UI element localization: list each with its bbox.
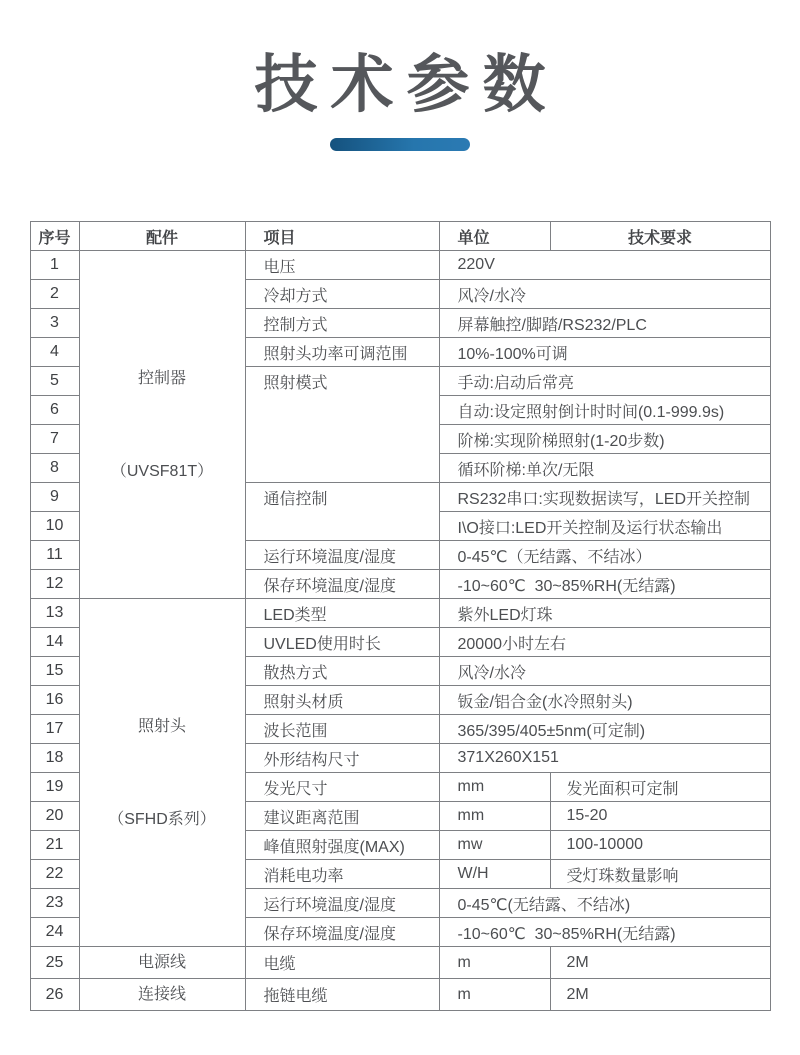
row-number-cell: 1: [30, 251, 79, 280]
table-row: [30, 947, 770, 979]
row-number-cell: 10: [30, 512, 79, 541]
requirement-cell: 10%-100%可调: [439, 338, 770, 367]
row-number-cell: 16: [30, 686, 79, 715]
header-unit: 单位: [439, 222, 550, 251]
header-part: 配件: [79, 222, 245, 251]
header-no: 序号: [30, 222, 79, 251]
requirement-cell: 15-20: [550, 802, 770, 831]
unit-cell: mm: [439, 802, 550, 831]
header-req: 技术要求: [550, 222, 770, 251]
part-name: 照射头: [137, 717, 186, 735]
row-number-cell: 8: [30, 454, 79, 483]
row-number-cell: 11: [30, 541, 79, 570]
unit-cell: m: [439, 947, 550, 979]
item-cell: 运行环境温度/湿度: [245, 889, 439, 918]
page-title: 技术参数: [254, 50, 559, 120]
row-number-cell: 19: [30, 773, 79, 802]
item-cell: 电缆: [245, 947, 439, 979]
requirement-cell: 钣金/铝合金(水冷照射头): [439, 686, 770, 715]
header-item: 项目: [245, 222, 439, 251]
row-number-cell: 21: [30, 831, 79, 860]
item-cell: 照射头功率可调范围: [245, 338, 439, 367]
row-number-cell: 3: [30, 309, 79, 338]
item-cell: 峰值照射强度(MAX): [245, 831, 439, 860]
unit-cell: W/H: [439, 860, 550, 889]
row-number-cell: 7: [30, 425, 79, 454]
part-model: （UVSF81T）: [110, 462, 214, 480]
requirement-cell: 受灯珠数量影响: [550, 860, 770, 889]
requirement-cell: 阶梯:实现阶梯照射(1-20步数): [439, 425, 770, 454]
item-cell: 波长范围: [245, 715, 439, 744]
item-cell: 照射头材质: [245, 686, 439, 715]
item-cell: UVLED使用时长: [245, 628, 439, 657]
item-cell: 保存环境温度/湿度: [245, 570, 439, 599]
requirement-cell: 屏幕触控/脚踏/RS232/PLC: [439, 309, 770, 338]
requirement-cell: 371X260X151: [439, 744, 770, 773]
unit-cell: mm: [439, 773, 550, 802]
item-cell: LED类型: [245, 599, 439, 628]
row-number-cell: 5: [30, 367, 79, 396]
row-number-cell: 20: [30, 802, 79, 831]
part-cell-controller: [79, 251, 245, 599]
row-number-cell: 23: [30, 889, 79, 918]
item-cell: 消耗电功率: [245, 860, 439, 889]
item-cell: 发光尺寸: [245, 773, 439, 802]
title-section: [0, 0, 800, 151]
table-row: [30, 251, 770, 280]
row-number-cell: 4: [30, 338, 79, 367]
requirement-cell: 2M: [550, 947, 770, 979]
requirement-cell: 紫外LED灯珠: [439, 599, 770, 628]
requirement-cell: 发光面积可定制: [550, 773, 770, 802]
item-cell: 建议距离范围: [245, 802, 439, 831]
requirement-cell: 220V: [439, 251, 770, 280]
item-cell: 通信控制: [245, 483, 439, 541]
item-cell: 冷却方式: [245, 280, 439, 309]
row-number-cell: 9: [30, 483, 79, 512]
requirement-cell: -10~60℃ 30~85%RH(无结露): [439, 918, 770, 947]
requirement-cell: 手动:启动后常亮: [439, 367, 770, 396]
row-number-cell: 13: [30, 599, 79, 628]
requirement-cell: 2M: [550, 979, 770, 1011]
row-number-cell: 25: [30, 947, 79, 979]
requirement-cell: 365/395/405±5nm(可定制): [439, 715, 770, 744]
part-name: 控制器: [137, 369, 186, 387]
requirement-cell: 100-10000: [550, 831, 770, 860]
title-underline-bar: [330, 138, 470, 151]
part-cell-connect-cable: 连接线: [79, 979, 245, 1011]
row-number-cell: 22: [30, 860, 79, 889]
item-cell: 运行环境温度/湿度: [245, 541, 439, 570]
requirement-cell: 风冷/水冷: [439, 657, 770, 686]
row-number-cell: 14: [30, 628, 79, 657]
requirement-cell: -10~60℃ 30~85%RH(无结露): [439, 570, 770, 599]
requirement-cell: I\O接口:LED开关控制及运行状态输出: [439, 512, 770, 541]
requirement-cell: RS232串口:实现数据读写，LED开关控制: [439, 483, 770, 512]
row-number-cell: 2: [30, 280, 79, 309]
table-header-row: [30, 222, 770, 251]
requirement-cell: 风冷/水冷: [439, 280, 770, 309]
part-cell-head: [79, 599, 245, 947]
item-cell: 照射模式: [245, 367, 439, 483]
requirement-cell: 0-45℃（无结露、不结冰）: [439, 541, 770, 570]
part-cell-power-cable: 电源线: [79, 947, 245, 979]
row-number-cell: 15: [30, 657, 79, 686]
row-number-cell: 24: [30, 918, 79, 947]
requirement-cell: 0-45℃(无结露、不结冰): [439, 889, 770, 918]
row-number-cell: 6: [30, 396, 79, 425]
unit-cell: mw: [439, 831, 550, 860]
table-row: [30, 979, 770, 1011]
row-number-cell: 17: [30, 715, 79, 744]
item-cell: 控制方式: [245, 309, 439, 338]
requirement-cell: 自动:设定照射倒计时时间(0.1-999.9s): [439, 396, 770, 425]
item-cell: 电压: [245, 251, 439, 280]
table-row: [30, 599, 770, 628]
row-number-cell: 18: [30, 744, 79, 773]
unit-cell: m: [439, 979, 550, 1011]
part-model: （SFHD系列）: [108, 810, 216, 828]
row-number-cell: 26: [30, 979, 79, 1011]
item-cell: 拖链电缆: [245, 979, 439, 1011]
item-cell: 散热方式: [245, 657, 439, 686]
row-number-cell: 12: [30, 570, 79, 599]
requirement-cell: 20000小时左右: [439, 628, 770, 657]
item-cell: 外形结构尺寸: [245, 744, 439, 773]
requirement-cell: 循环阶梯:单次/无限: [439, 454, 770, 483]
item-cell: 保存环境温度/湿度: [245, 918, 439, 947]
spec-table: [30, 221, 771, 1011]
